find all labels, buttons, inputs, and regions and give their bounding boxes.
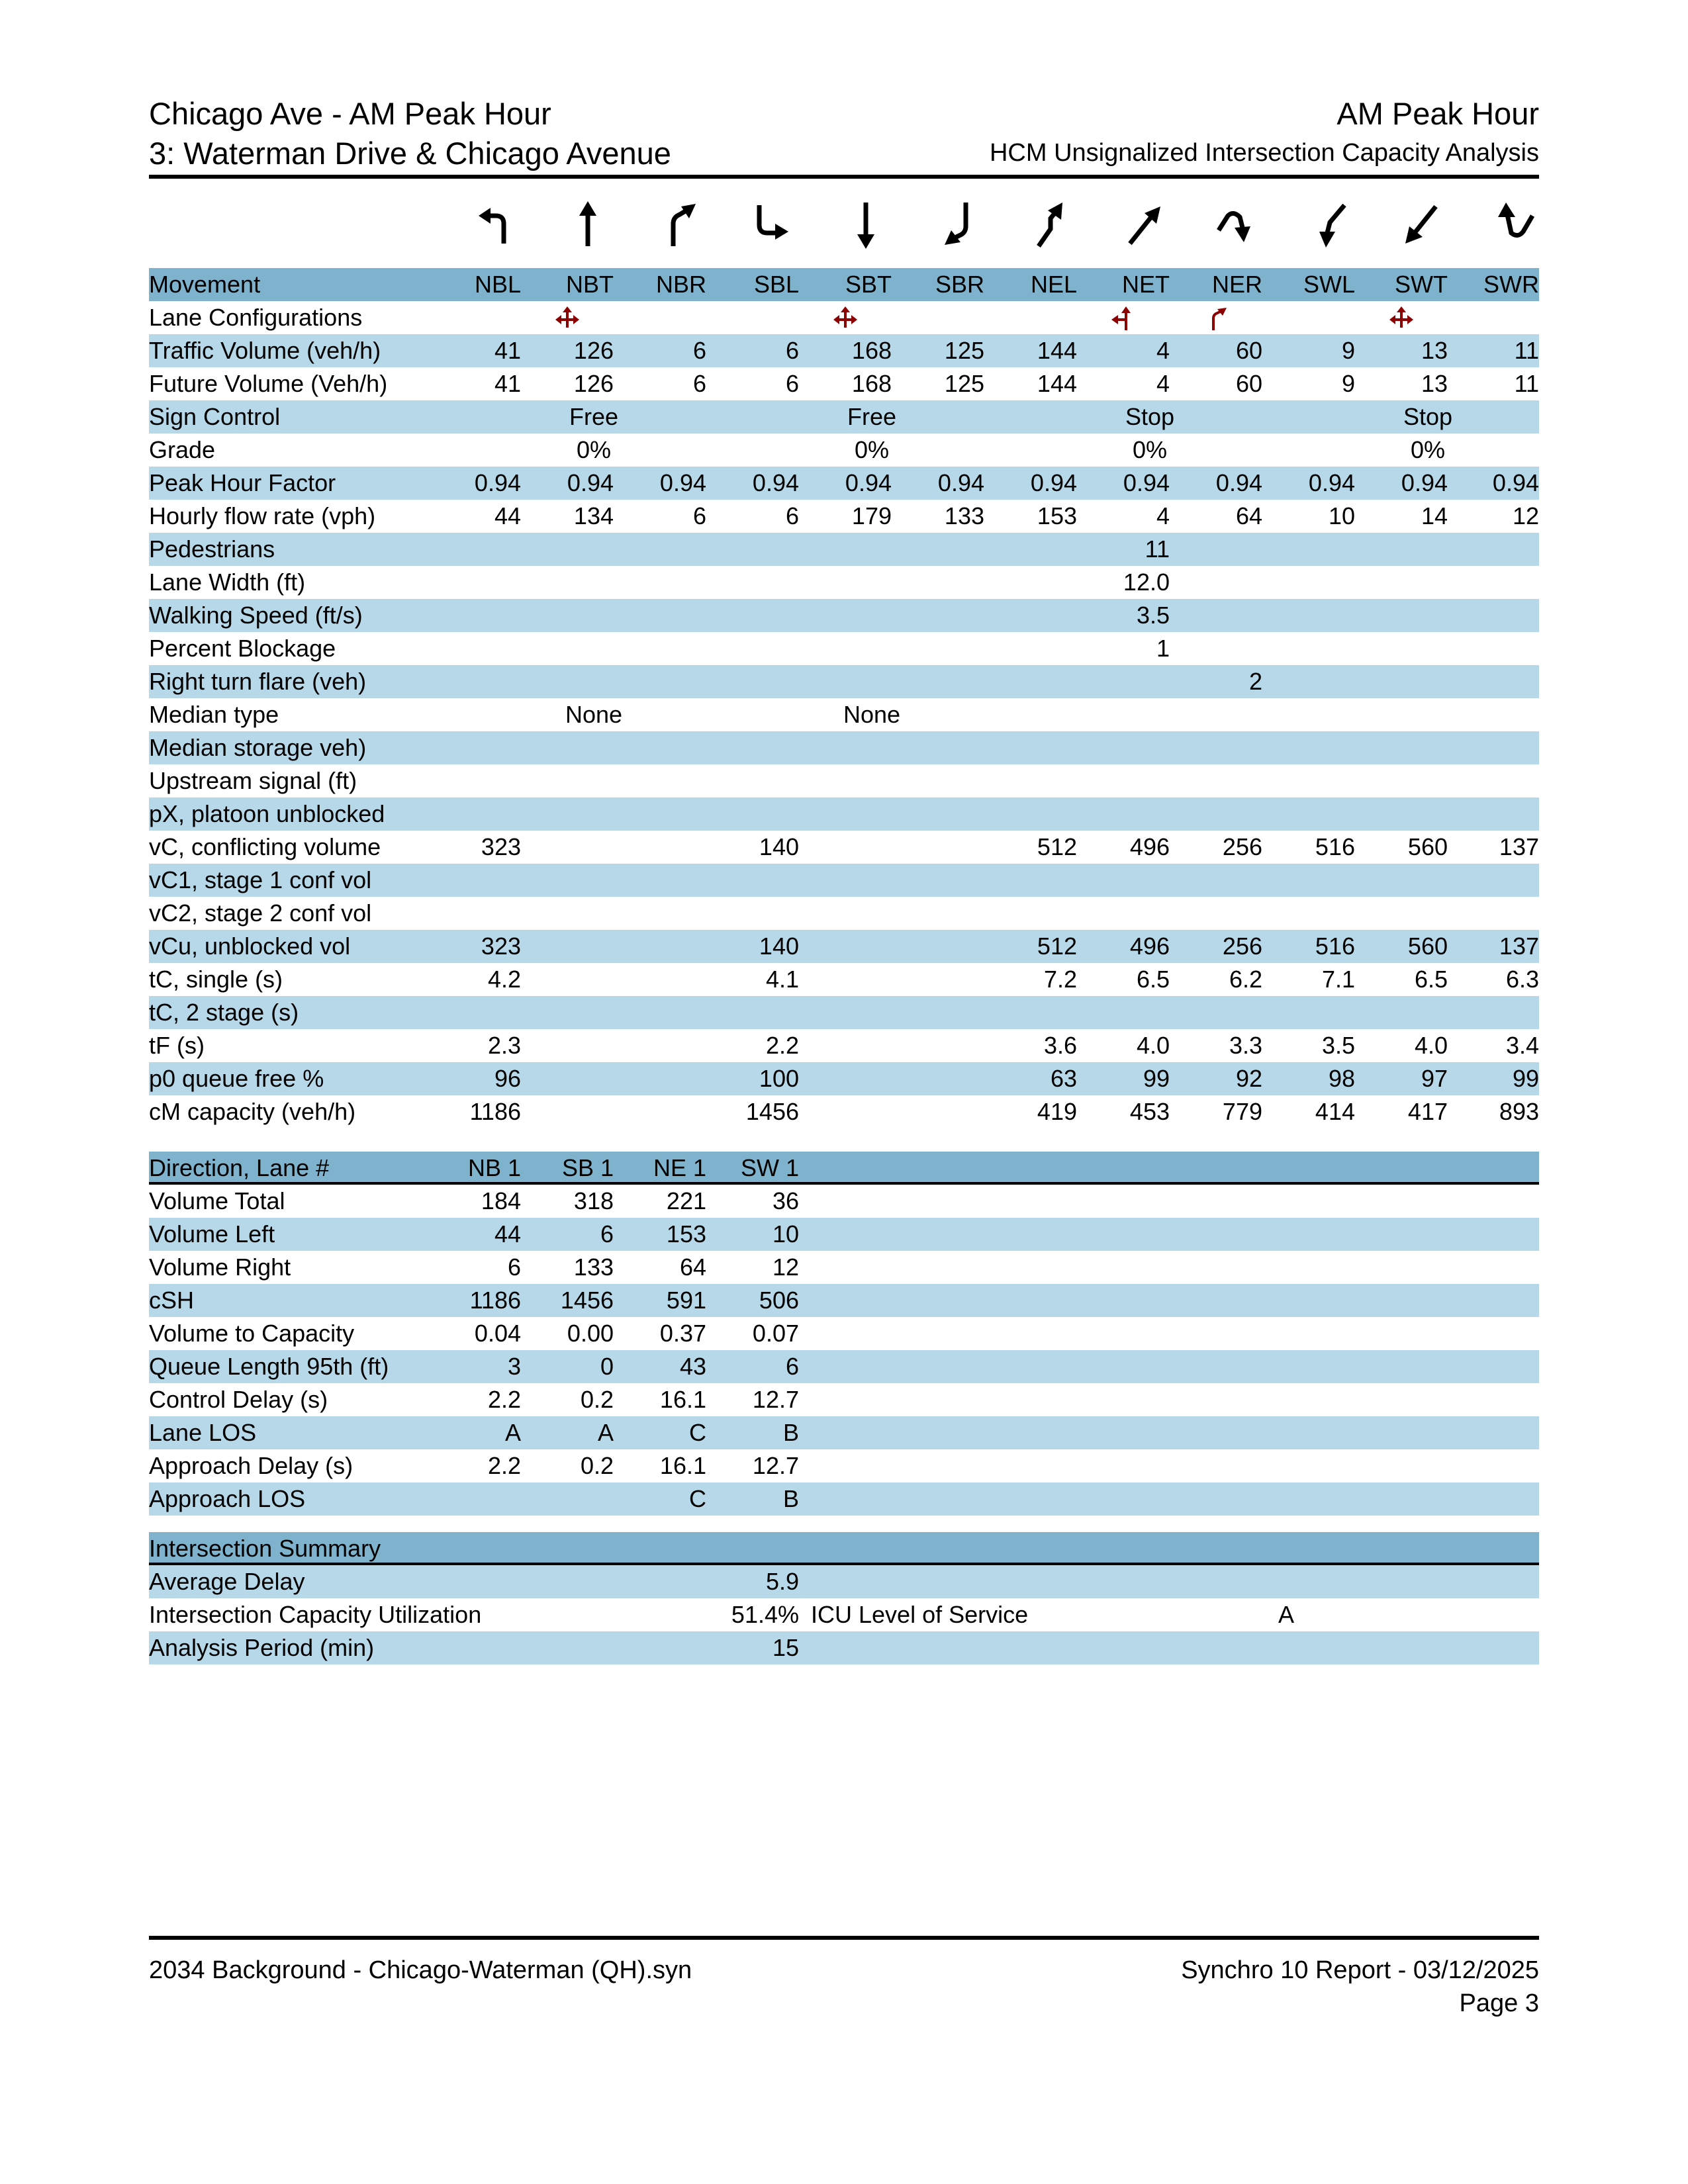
movement-table-row [149, 599, 1539, 632]
movement-cell: Free [847, 403, 897, 430]
movement-table-row [149, 433, 1539, 467]
movement-column-header: SWT [1395, 271, 1448, 298]
movement-cell: 4.2 [487, 966, 521, 993]
movement-cell: 153 [1037, 502, 1077, 529]
intersection-summary [149, 1532, 1539, 1664]
header-rule [149, 175, 1539, 179]
icu-los-value: A [1278, 1601, 1294, 1628]
movement-cell: 6.5 [1136, 966, 1170, 993]
movement-column-header: SWR [1483, 271, 1539, 298]
movement-row-label: Sign Control [149, 403, 281, 430]
movement-cell: 560 [1407, 933, 1448, 960]
movement-cell: 6 [692, 337, 706, 364]
movement-cell: 6 [692, 370, 706, 397]
footer-page-number: Page 3 [1459, 1989, 1539, 2017]
movement-table-row [149, 963, 1539, 996]
movement-row-label: Peak Hour Factor [149, 469, 336, 496]
movement-cell: 133 [944, 502, 984, 529]
movement-cell: 893 [1499, 1098, 1539, 1125]
movement-cell: 0.94 [474, 469, 521, 496]
lane-header-row [149, 1152, 1539, 1185]
movement-cell: 60 [1235, 337, 1262, 364]
four-way-lane-icon [554, 305, 581, 332]
movement-cell: 0% [576, 436, 612, 463]
lane-table-row [149, 1284, 1539, 1317]
lane-cell: C [689, 1485, 706, 1512]
lane-row-label: Volume to Capacity [149, 1320, 355, 1347]
movement-cell: None [843, 701, 901, 728]
footer-report-date: Synchro 10 Report - 03/12/2025 [1181, 1956, 1539, 1984]
footer-filename: 2034 Background - Chicago-Waterman (QH).syn [149, 1956, 692, 1984]
average-delay-value: 5.9 [765, 1568, 799, 1595]
movement-row-label: Right turn flare (veh) [149, 668, 367, 695]
lane-table-row [149, 1218, 1539, 1251]
lane-cell: 44 [494, 1220, 521, 1248]
movement-cell: 0.94 [937, 469, 984, 496]
lane-cell: 591 [666, 1287, 706, 1314]
movement-row-label: Hourly flow rate (vph) [149, 502, 376, 529]
movement-row-label: Percent Blockage [149, 635, 336, 662]
movement-row-label: cM capacity (veh/h) [149, 1098, 356, 1125]
lane-cell: 0.2 [580, 1386, 614, 1413]
movement-cell: 3.6 [1043, 1032, 1077, 1059]
movement-cell: 99 [1512, 1065, 1539, 1092]
lane-table-row [149, 1317, 1539, 1350]
lane-cell: 6 [600, 1220, 614, 1248]
lane-cell: 6 [507, 1253, 521, 1281]
movement-table-row [149, 764, 1539, 797]
lane-cell: 12 [772, 1253, 799, 1281]
lane-column-header: NB 1 [467, 1154, 521, 1181]
lane-cell: B [782, 1485, 799, 1512]
movement-cell: 144 [1037, 337, 1077, 364]
movement-cell: 0.94 [1123, 469, 1170, 496]
movement-arrows-row [149, 192, 1539, 258]
lane-cell: 64 [679, 1253, 706, 1281]
movement-table-row [149, 632, 1539, 665]
movement-table-row [149, 400, 1539, 433]
report-subtitle [990, 94, 1539, 172]
movement-cell: 4 [1156, 502, 1170, 529]
movement-cell: 14 [1421, 502, 1448, 529]
movement-row-label: Grade [149, 436, 216, 463]
movement-table-row [149, 831, 1539, 864]
movement-cell: 453 [1129, 1098, 1170, 1125]
movement-table-row [149, 797, 1539, 831]
movement-cell: 63 [1050, 1065, 1077, 1092]
summary-header [149, 1532, 1539, 1565]
sbl-arrow-icon [750, 199, 796, 251]
lane-row-label: Approach LOS [149, 1485, 306, 1512]
sbt-arrow-icon [843, 199, 889, 251]
movement-row-label: Walking Speed (ft/s) [149, 602, 363, 629]
right-turn-lane-icon [1203, 305, 1229, 332]
lane-row-label: Volume Right [149, 1253, 291, 1281]
average-delay-label: Average Delay [149, 1568, 305, 1595]
movement-cell: None [565, 701, 623, 728]
movement-cell: 126 [573, 337, 614, 364]
movement-cell: 417 [1407, 1098, 1448, 1125]
movement-cell: 97 [1421, 1065, 1448, 1092]
report-title-line1: Chicago Ave - AM Peak Hour [149, 96, 551, 131]
movement-table-row [149, 864, 1539, 897]
lane-cell: 506 [759, 1287, 799, 1314]
movement-cell: 3.4 [1505, 1032, 1539, 1059]
movement-cell: 12 [1512, 502, 1539, 529]
summary-row-average-delay [149, 1565, 1539, 1598]
movement-row-label: Upstream signal (ft) [149, 767, 357, 794]
movement-column-header: SBT [845, 271, 892, 298]
movement-row-label: vCu, unblocked vol [149, 933, 351, 960]
movement-cell: 779 [1222, 1098, 1262, 1125]
movement-row-label: Median type [149, 701, 279, 728]
movement-cell: 256 [1222, 833, 1262, 860]
movement-cell: 3.3 [1229, 1032, 1262, 1059]
movement-column-header: SBR [935, 271, 984, 298]
movement-table [149, 268, 1539, 1128]
movement-cell: 0.94 [1492, 469, 1539, 496]
movement-cell: 126 [573, 370, 614, 397]
movement-cell: 96 [494, 1065, 521, 1092]
movement-cell: 13 [1421, 337, 1448, 364]
movement-row-label: Future Volume (Veh/h) [149, 370, 388, 397]
lane-cell: 0 [600, 1353, 614, 1380]
movement-cell: 92 [1235, 1065, 1262, 1092]
movement-table-row [149, 930, 1539, 963]
movement-row-label: pX, platoon unblocked [149, 800, 385, 827]
lane-row-label: Approach Delay (s) [149, 1452, 353, 1479]
movement-cell: 140 [759, 833, 799, 860]
movement-cell: 4.1 [765, 966, 799, 993]
movement-table-row [149, 665, 1539, 698]
lane-cell: 133 [573, 1253, 614, 1281]
lane-cell: 10 [772, 1220, 799, 1248]
movement-cell: 3.5 [1321, 1032, 1355, 1059]
movement-cell: 137 [1499, 833, 1539, 860]
movement-row-label: vC, conflicting volume [149, 833, 381, 860]
lane-cell: 2.2 [487, 1386, 521, 1413]
lane-cell: 43 [679, 1353, 706, 1380]
movement-column-header: SWL [1303, 271, 1355, 298]
movement-column-header: SBL [753, 271, 799, 298]
movement-cell: 44 [494, 502, 521, 529]
movement-cell: 256 [1222, 933, 1262, 960]
movement-table-row [149, 698, 1539, 731]
movement-cell: 0% [854, 436, 890, 463]
movement-cell: 516 [1315, 933, 1355, 960]
movement-cell: 144 [1037, 370, 1077, 397]
movement-cell: 11 [1145, 535, 1170, 563]
lane-table-row [149, 1449, 1539, 1482]
movement-header-row [149, 268, 1539, 301]
net-arrow-icon [1121, 199, 1167, 251]
lane-cell: B [782, 1419, 799, 1446]
report-period: AM Peak Hour [1336, 96, 1539, 131]
lane-cell: 6 [785, 1353, 799, 1380]
movement-cell: 1186 [469, 1098, 521, 1125]
lane-cell: 1186 [469, 1287, 521, 1314]
movement-cell: Free [569, 403, 619, 430]
lane-cell: 0.2 [580, 1452, 614, 1479]
lane-cell: 2.2 [487, 1452, 521, 1479]
report-title-line2: 3: Waterman Drive & Chicago Avenue [149, 136, 671, 171]
movement-column-header: NBL [474, 271, 521, 298]
movement-cell: 4 [1156, 337, 1170, 364]
movement-cell: 0.94 [1030, 469, 1077, 496]
lane-row-label: cSH [149, 1287, 195, 1314]
movement-cell: 125 [944, 370, 984, 397]
nel-arrow-icon [1028, 199, 1074, 251]
movement-table-row [149, 533, 1539, 566]
report-title [149, 94, 671, 173]
movement-cell: 4 [1156, 370, 1170, 397]
movement-cell: Stop [1403, 403, 1453, 430]
movement-cell: 41 [494, 370, 521, 397]
lane-table [149, 1152, 1539, 1516]
nbr-arrow-icon [657, 199, 704, 251]
lane-table-row [149, 1383, 1539, 1416]
lane-cell: 221 [666, 1187, 706, 1214]
movement-row-label: Pedestrians [149, 535, 275, 563]
movement-cell: 64 [1235, 502, 1262, 529]
movement-cell: 0.94 [659, 469, 706, 496]
movement-cell: 2.2 [765, 1032, 799, 1059]
movement-row-label: Median storage veh) [149, 734, 367, 761]
movement-cell: 512 [1037, 933, 1077, 960]
movement-cell: 0.94 [1308, 469, 1355, 496]
left-thru-lane-icon [1110, 305, 1137, 332]
four-way-lane-icon [1388, 305, 1415, 332]
movement-cell: 1 [1156, 635, 1170, 662]
lane-cell: 0.37 [659, 1320, 706, 1347]
movement-cell: 516 [1315, 833, 1355, 860]
movement-cell: 6 [785, 370, 799, 397]
movement-table-row [149, 566, 1539, 599]
movement-cell: 0.94 [752, 469, 799, 496]
movement-cell: 0.94 [1215, 469, 1262, 496]
movement-table-row [149, 1029, 1539, 1062]
movement-cell: 6.3 [1505, 966, 1539, 993]
lane-cell: 0.00 [567, 1320, 614, 1347]
lane-cell: 0.07 [752, 1320, 799, 1347]
movement-cell: 419 [1037, 1098, 1077, 1125]
lane-row-label: Lane LOS [149, 1419, 257, 1446]
movement-cell: 10 [1328, 502, 1355, 529]
analysis-period-label: Analysis Period (min) [149, 1634, 375, 1661]
lane-cell: 36 [772, 1187, 799, 1214]
lane-cell: A [504, 1419, 521, 1446]
movement-cell: 0.94 [567, 469, 614, 496]
movement-cell: 2 [1248, 668, 1262, 695]
movement-cell: 496 [1129, 833, 1170, 860]
nbt-arrow-icon [565, 199, 611, 251]
swt-arrow-icon [1399, 199, 1445, 251]
movement-header-label: Movement [149, 271, 261, 298]
movement-cell: 168 [851, 337, 892, 364]
lane-cell: 12.7 [752, 1452, 799, 1479]
movement-cell: 512 [1037, 833, 1077, 860]
lane-row-label: Volume Total [149, 1187, 285, 1214]
lane-configurations-label: Lane Configurations [149, 304, 363, 331]
movement-cell: 140 [759, 933, 799, 960]
movement-cell: 137 [1499, 933, 1539, 960]
movement-cell: 0.94 [1401, 469, 1448, 496]
movement-cell: 6 [785, 502, 799, 529]
sbr-arrow-icon [935, 199, 982, 251]
movement-cell: 3.5 [1136, 602, 1170, 629]
movement-column-header: NEL [1030, 271, 1077, 298]
movement-table-row [149, 334, 1539, 367]
lane-row-label: Queue Length 95th (ft) [149, 1353, 389, 1380]
lane-configurations-row [149, 301, 1539, 334]
movement-cell: 179 [851, 502, 892, 529]
movement-table-row [149, 996, 1539, 1029]
analysis-period-value: 15 [772, 1634, 799, 1661]
movement-cell: 7.1 [1321, 966, 1355, 993]
movement-cell: 6.2 [1229, 966, 1262, 993]
movement-row-label: p0 queue free % [149, 1065, 324, 1092]
ner-arrow-icon [1213, 199, 1260, 251]
movement-cell: 125 [944, 337, 984, 364]
movement-table-row [149, 731, 1539, 764]
movement-table-row [149, 1062, 1539, 1095]
movement-cell: 41 [494, 337, 521, 364]
movement-cell: 2.3 [487, 1032, 521, 1059]
lane-cell: 318 [573, 1187, 614, 1214]
nbl-arrow-icon [472, 199, 518, 251]
movement-row-label: tC, 2 stage (s) [149, 999, 299, 1026]
lane-header-label: Direction, Lane # [149, 1154, 330, 1181]
movement-table-row [149, 367, 1539, 400]
lane-cell: 184 [481, 1187, 521, 1214]
swl-arrow-icon [1306, 199, 1352, 251]
icu-label: Intersection Capacity Utilization [149, 1601, 482, 1628]
movement-column-header: NER [1211, 271, 1262, 298]
movement-cell: 168 [851, 370, 892, 397]
movement-cell: 6.5 [1414, 966, 1448, 993]
lane-table-row [149, 1251, 1539, 1284]
lane-table-row [149, 1350, 1539, 1383]
movement-table-row [149, 500, 1539, 533]
four-way-lane-icon [832, 305, 859, 332]
lane-table-row [149, 1416, 1539, 1449]
movement-cell: 4.0 [1414, 1032, 1448, 1059]
lane-cell: 12.7 [752, 1386, 799, 1413]
movement-row-label: tC, single (s) [149, 966, 283, 993]
lane-row-label: Control Delay (s) [149, 1386, 328, 1413]
summary-header-label: Intersection Summary [149, 1535, 381, 1562]
lane-column-header: NE 1 [653, 1154, 706, 1181]
icu-los-label: ICU Level of Service [811, 1601, 1029, 1628]
report-analysis-type: HCM Unsignalized Intersection Capacity Analysis [989, 139, 1539, 167]
movement-cell: 414 [1315, 1098, 1355, 1125]
lane-cell: 3 [507, 1353, 521, 1380]
lane-column-header: SW 1 [740, 1154, 799, 1181]
movement-column-header: NBT [566, 271, 614, 298]
movement-cell: 560 [1407, 833, 1448, 860]
lane-cell: 153 [666, 1220, 706, 1248]
movement-cell: Stop [1125, 403, 1175, 430]
icu-value: 51.4% [731, 1601, 799, 1628]
movement-cell: 11 [1514, 370, 1539, 397]
movement-cell: 323 [481, 933, 521, 960]
movement-cell: 99 [1143, 1065, 1170, 1092]
lane-cell: 1456 [560, 1287, 614, 1314]
movement-row-label: vC2, stage 2 conf vol [149, 899, 372, 927]
movement-cell: 4.0 [1136, 1032, 1170, 1059]
movement-cell: 100 [759, 1065, 799, 1092]
movement-table-row [149, 897, 1539, 930]
movement-cell: 0% [1132, 436, 1168, 463]
lane-cell: 16.1 [659, 1452, 706, 1479]
movement-cell: 11 [1514, 337, 1539, 364]
movement-cell: 98 [1328, 1065, 1355, 1092]
movement-cell: 6 [692, 502, 706, 529]
movement-cell: 1456 [745, 1098, 799, 1125]
lane-table-row [149, 1185, 1539, 1218]
movement-cell: 13 [1421, 370, 1448, 397]
lane-cell: 0.04 [474, 1320, 521, 1347]
movement-row-label: Lane Width (ft) [149, 569, 306, 596]
movement-row-label: Traffic Volume (veh/h) [149, 337, 381, 364]
lane-column-header: SB 1 [561, 1154, 614, 1181]
lane-row-label: Volume Left [149, 1220, 275, 1248]
summary-row-analysis-period [149, 1631, 1539, 1664]
movement-table-row [149, 467, 1539, 500]
movement-column-header: NBR [655, 271, 706, 298]
movement-cell: 9 [1341, 370, 1355, 397]
movement-table-row [149, 1095, 1539, 1128]
movement-row-label: tF (s) [149, 1032, 205, 1059]
movement-cell: 323 [481, 833, 521, 860]
movement-column-header: NET [1122, 271, 1170, 298]
movement-cell: 0% [1410, 436, 1446, 463]
footer-rule [149, 1936, 1539, 1940]
lane-cell: 16.1 [659, 1386, 706, 1413]
footer-report-info [1181, 1954, 1539, 2020]
movement-row-label: vC1, stage 1 conf vol [149, 866, 372, 893]
swr-arrow-icon [1491, 199, 1538, 251]
summary-row-icu [149, 1598, 1539, 1631]
movement-cell: 7.2 [1043, 966, 1077, 993]
movement-cell: 496 [1129, 933, 1170, 960]
movement-cell: 6 [785, 337, 799, 364]
movement-cell: 12.0 [1123, 569, 1170, 596]
movement-cell: 0.94 [845, 469, 892, 496]
lane-cell: C [689, 1419, 706, 1446]
movement-cell: 60 [1235, 370, 1262, 397]
movement-cell: 9 [1341, 337, 1355, 364]
lane-cell: A [597, 1419, 614, 1446]
movement-cell: 134 [573, 502, 614, 529]
lane-table-row [149, 1482, 1539, 1516]
